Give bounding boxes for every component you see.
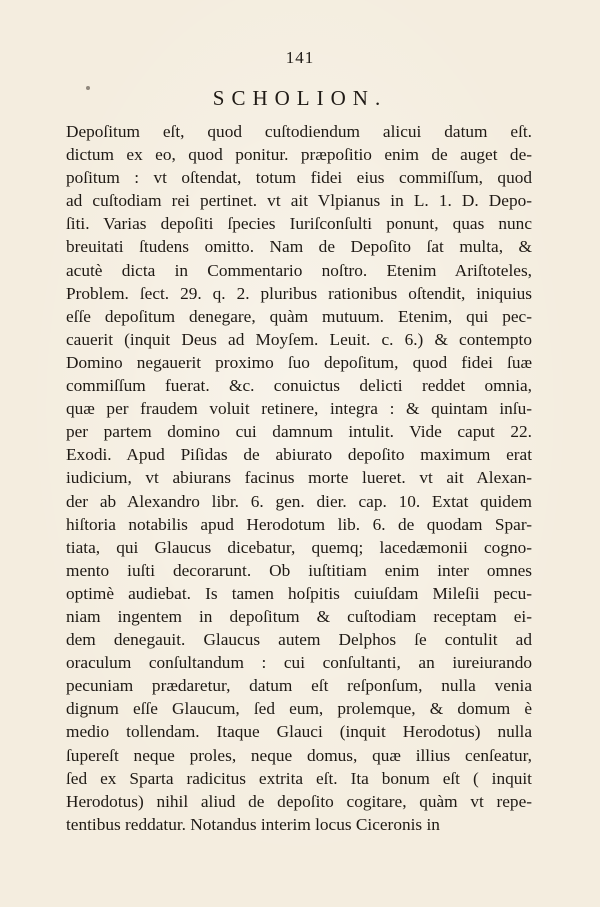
- text-line-7: acutè dicta in Commentario noſtro. Etenim Ariſtoteles,: [66, 260, 532, 280]
- text-line-8: Problem. ſect. 29. q. 2. pluribus rationibus oſtendit, iniquius: [66, 283, 532, 303]
- page-number: 141: [285, 48, 315, 67]
- text-line-22: niam ingentem in depoſitum & cuſtodiam receptam ei-: [66, 606, 532, 626]
- text-line-26: dignum eſſe Glaucum, ſed eum, prolemque, & domum è: [66, 699, 532, 719]
- text-line-4: ad cuſtodiam rei pertinet. vt ait Vlpianus in L. 1. D. Depo-: [66, 191, 532, 211]
- text-line-31: tentibus reddatur. Notandus interim locus Ciceronis in: [66, 814, 440, 834]
- text-line-17: der ab Alexandro libr. 6. gen. dier. cap. 10. Extat quidem: [66, 491, 532, 511]
- text-line-19: tiata, qui Glaucus dicebatur, quemq; lacedæmonii cogno-: [66, 537, 532, 557]
- text-line-23: dem denegauit. Glaucus autem Delphos ſe contulit ad: [66, 630, 532, 650]
- text-line-12: commiſſum fuerat. &c. conuictus delicti reddet omnia,: [66, 376, 532, 396]
- text-line-13: quæ per fraudem voluit retinere, integra : & quintam inſu-: [66, 399, 532, 419]
- text-line-28: ſupereſt neque proles, neque domus, quæ illius cenſeatur,: [66, 745, 532, 765]
- text-line-1: Depoſitum eſt, quod cuſtodiendum alicui datum eſt.: [66, 122, 532, 141]
- text-line-5: ſiti. Varias depoſiti ſpecies Iuriſconſulti ponunt, quas nunc: [66, 214, 532, 234]
- text-line-29: ſed ex Sparta radicitus extrita eſt. Ita bonum eſt ( inquit: [66, 768, 532, 788]
- text-line-9: eſſe depoſitum denegare, quàm mutuum. Etenim, qui pec-: [66, 306, 532, 326]
- text-line-24: oraculum conſultandum : cui conſultanti, an iureiurando: [66, 653, 532, 673]
- text-line-2: dictum ex eo, quod ponitur. præpoſitio enim de auget de-: [66, 145, 532, 165]
- text-line-20: mento iuſti decorarunt. Ob iuſtitiam enim inter omnes: [66, 560, 532, 580]
- text-line-3: poſitum : vt oſtendat, totum fidei eius commiſſum, quod: [66, 168, 532, 188]
- text-line-16: iudicium, vt abiurans facinus morte lueret. vt ait Alexan-: [66, 468, 532, 488]
- body-text: [66, 120, 532, 836]
- section-title: SCHOLION.: [212, 86, 388, 110]
- text-line-21: optimè audiebat. Is tamen hoſpitis cuiuſdam Mileſii pecu-: [66, 583, 532, 603]
- text-line-10: cauerit (inquit Deus ad Moyſem. Leuit. c. 6.) & contempto: [66, 329, 532, 349]
- text-line-27: medio tollendam. Itaque Glauci (inquit Herodotus) nulla: [66, 722, 532, 742]
- text-line-18: hiſtoria notabilis apud Herodotum lib. 6. de quodam Spar-: [66, 514, 532, 534]
- text-line-15: Exodi. Apud Piſidas de abiurato depoſito maximum erat: [66, 445, 532, 465]
- text-line-11: Domino negauerit proximo ſuo depoſitum, quod fidei ſuæ: [66, 352, 532, 372]
- text-line-25: pecuniam prædaretur, datum eſt reſponſum, nulla venia: [66, 676, 532, 696]
- text-line-30: Herodotus) nihil aliud de depoſito cogitare, quàm vt repe-: [66, 791, 532, 811]
- text-line-6: breuitati ſtudens omitto. Nam de Depoſito ſat multa, &: [66, 237, 532, 257]
- text-line-14: per partem domino cui damnum intulit. Vide caput 22.: [66, 422, 532, 442]
